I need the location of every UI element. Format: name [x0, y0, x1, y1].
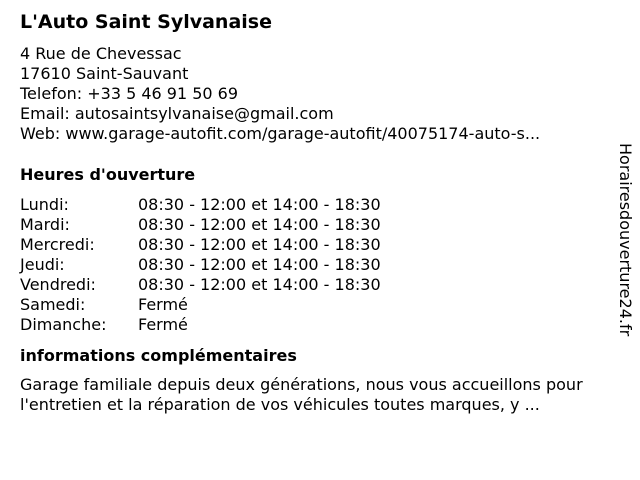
business-card	[20, 8, 620, 415]
time-value: 08:30 - 12:00 et 14:00 - 18:30	[138, 255, 381, 274]
city-address: 17610 Saint-Sauvant	[20, 64, 189, 83]
day-label: Dimanche:	[20, 315, 107, 334]
contact-block	[20, 44, 620, 144]
additional-info-heading: informations complémentaires	[20, 346, 297, 365]
hours-row-monday	[20, 195, 620, 215]
hours-row-thursday	[20, 255, 620, 275]
site-watermark: Horairesdouverture24.fr	[616, 143, 635, 337]
time-value: 08:30 - 12:00 et 14:00 - 18:30	[138, 275, 381, 294]
street-address: 4 Rue de Chevessac	[20, 44, 182, 63]
info-line-2: l'entretien et la réparation de vos véhicules toutes marques, y ...	[20, 395, 540, 414]
time-value: 08:30 - 12:00 et 14:00 - 18:30	[138, 215, 381, 234]
hours-row-sunday	[20, 315, 620, 335]
day-label: Mercredi:	[20, 235, 95, 254]
time-value: Fermé	[138, 315, 188, 334]
email-line: Email: autosaintsylvanaise@gmail.com	[20, 104, 334, 123]
website-line: Web: www.garage-autofit.com/garage-autofit/40075174-auto-s...	[20, 124, 541, 143]
time-value: 08:30 - 12:00 et 14:00 - 18:30	[138, 195, 381, 214]
day-label: Vendredi:	[20, 275, 96, 294]
day-label: Mardi:	[20, 215, 70, 234]
hours-row-friday	[20, 275, 620, 295]
opening-hours-heading: Heures d'ouverture	[20, 165, 196, 184]
hours-row-tuesday	[20, 215, 620, 235]
time-value: 08:30 - 12:00 et 14:00 - 18:30	[138, 235, 381, 254]
phone-line: Telefon: +33 5 46 91 50 69	[20, 84, 239, 103]
opening-hours-list	[20, 195, 620, 335]
day-label: Jeudi:	[20, 255, 65, 274]
hours-row-saturday	[20, 295, 620, 315]
info-line-1: Garage familiale depuis deux générations, nous vous accueillons pour	[20, 375, 583, 394]
day-label: Samedi:	[20, 295, 86, 314]
time-value: Fermé	[138, 295, 188, 314]
additional-info-text	[20, 375, 620, 415]
business-name: L'Auto Saint Sylvanaise	[20, 11, 272, 33]
day-label: Lundi:	[20, 195, 69, 214]
hours-row-wednesday	[20, 235, 620, 255]
